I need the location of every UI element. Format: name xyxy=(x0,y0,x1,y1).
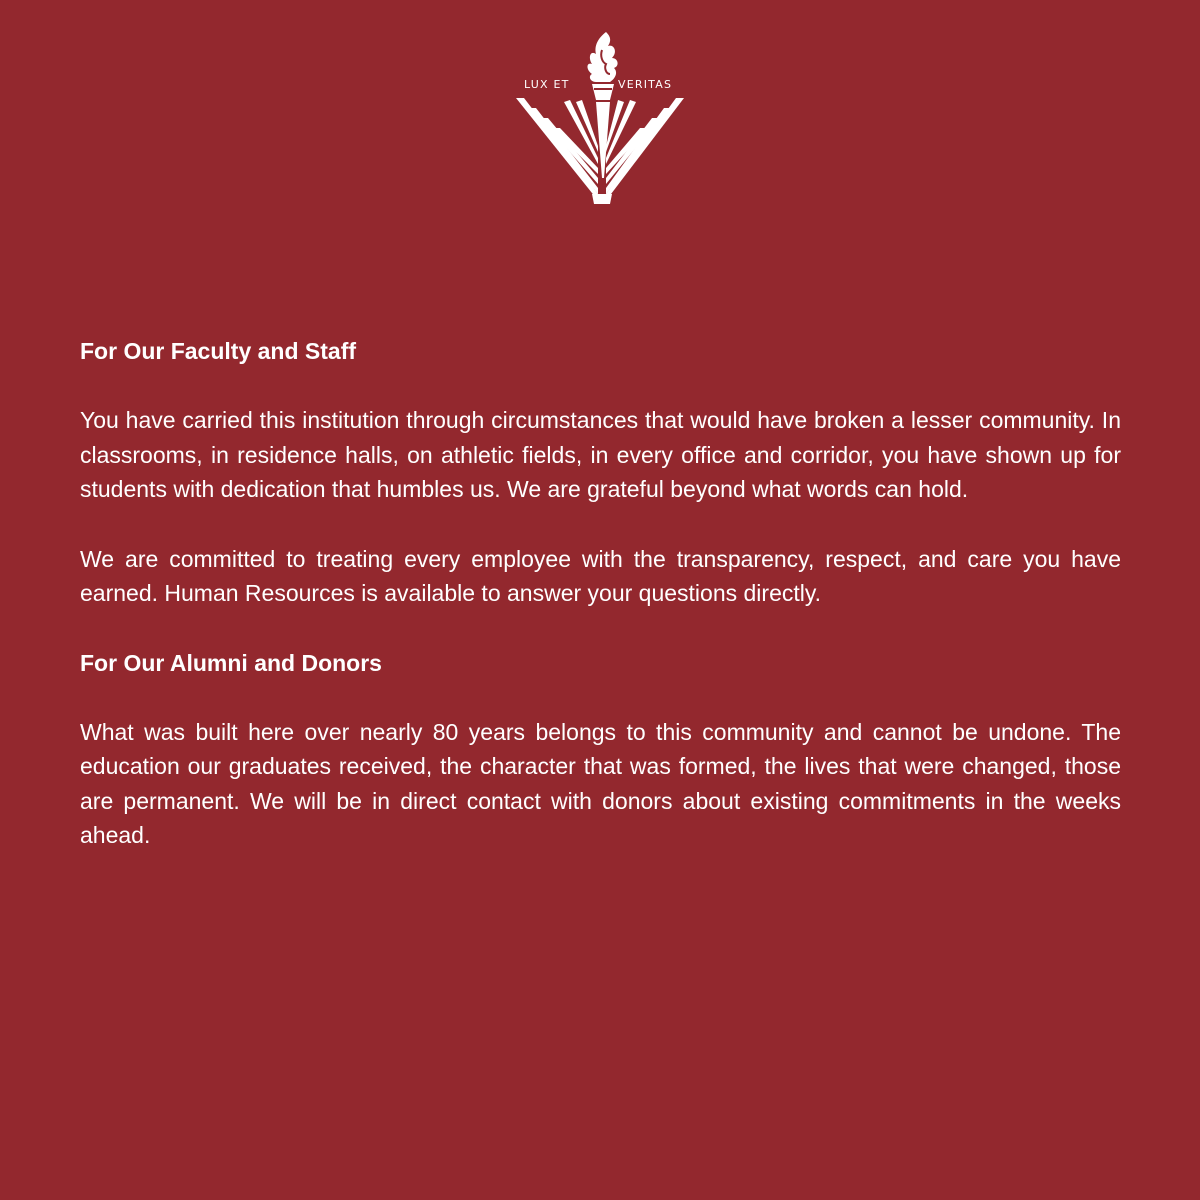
letter-content xyxy=(80,334,1121,853)
motto-right: VERITAS xyxy=(618,78,673,91)
section-heading-alumni-donors: For Our Alumni and Donors xyxy=(80,649,382,676)
university-logo xyxy=(514,28,686,206)
paragraph-faculty-commitment: We are committed to treating every employee with the transparency, respect, and care you have earned. Human Resources is available to answer your questions directly. xyxy=(80,545,1121,606)
motto-left: LUX ET xyxy=(524,78,570,91)
section-heading-faculty-staff: For Our Faculty and Staff xyxy=(80,338,357,364)
paragraph-faculty-gratitude: You have carried this institution through circumstances that would have broken a lesser community. In classrooms, in residence halls, on athletic fields, in every office and corridor, you have shown up for students with dedication that humbles us. We are grateful beyond what words can hold. xyxy=(80,407,1121,502)
paragraph-alumni-legacy: What was built here over nearly 80 years belongs to this community and cannot be undone. The education our graduates received, the character that was formed, the lives that were changed, those are permanent. We will be in direct contact with donors about existing commitments in the weeks ahead. xyxy=(80,718,1121,848)
torch-and-open-book-icon xyxy=(514,28,686,206)
